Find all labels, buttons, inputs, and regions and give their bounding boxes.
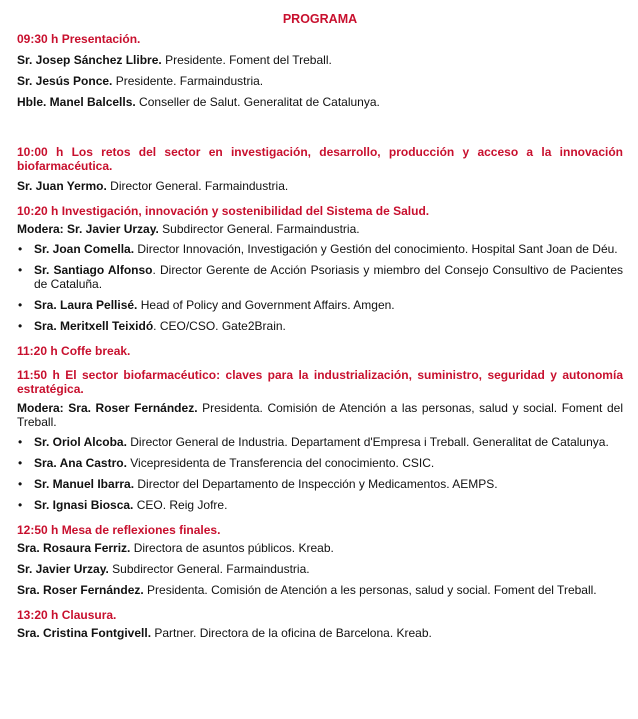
speaker-name: Sra. Rosaura Ferriz. bbox=[17, 541, 131, 555]
list-item bbox=[17, 456, 623, 470]
list-item bbox=[17, 319, 623, 333]
speaker-name: Sr. Manuel Ibarra. bbox=[34, 477, 135, 491]
speaker-name: Sr. Josep Sánchez Llibre. bbox=[17, 53, 162, 67]
moderator-role: Subdirector General. Farmaindustria. bbox=[158, 222, 360, 236]
moderator-role: Presidenta. Comisión de Atención a las personas, salud y social. Foment del Treball. bbox=[17, 401, 623, 429]
speaker-name: Sr. Joan Comella. bbox=[34, 242, 135, 256]
speaker-role: Conseller de Salut. Generalitat de Catalunya. bbox=[135, 95, 380, 109]
speaker-role: Partner. Directora de la oficina de Barcelona. Kreab. bbox=[151, 626, 432, 640]
panelist-list bbox=[17, 435, 623, 512]
speaker-name: Hble. Manel Balcells. bbox=[17, 95, 136, 109]
speaker-role: CEO. Reig Jofre. bbox=[133, 498, 228, 512]
moderator-name: Modera: Sr. Javier Urzay. bbox=[17, 222, 159, 236]
speaker-role: Director General de Industria. Departament d'Empresa i Treball. Generalitat de Catalunya. bbox=[126, 435, 609, 449]
speaker-entry bbox=[17, 583, 623, 597]
speaker-entry bbox=[17, 53, 623, 67]
speaker-entry bbox=[17, 626, 623, 640]
section-heading-coffee-break: 11:20 h Coffe break. bbox=[17, 344, 131, 358]
speaker-name: Sra. Cristina Fontgivell. bbox=[17, 626, 152, 640]
speaker-role: Subdirector General. Farmaindustria. bbox=[108, 562, 310, 576]
moderator-name: Modera: Sra. Roser Fernández. bbox=[17, 401, 198, 415]
speaker-role: Vicepresidenta de Transferencia del conocimiento. CSIC. bbox=[126, 456, 435, 470]
speaker-name: Sr. Juan Yermo. bbox=[17, 179, 107, 193]
speaker-entry bbox=[17, 541, 623, 555]
speaker-name: Sra. Roser Fernández. bbox=[17, 583, 144, 597]
speaker-role: Director General. Farmaindustria. bbox=[106, 179, 289, 193]
speaker-entry bbox=[17, 74, 623, 88]
speaker-entry bbox=[17, 179, 623, 193]
speaker-entry bbox=[17, 562, 623, 576]
section-heading-investigacion: 10:20 h Investigación, innovación y sostenibilidad del Sistema de Salud. bbox=[17, 204, 430, 218]
speaker-role: . CEO/CSO. Gate2Brain. bbox=[153, 319, 286, 333]
section-heading-clausura: 13:20 h Clausura. bbox=[17, 608, 117, 622]
list-item bbox=[17, 263, 623, 291]
section-heading-presentacion: 09:30 h Presentación. bbox=[17, 32, 141, 46]
speaker-role: Presidente. Foment del Treball. bbox=[161, 53, 332, 67]
section-heading-reflexiones: 12:50 h Mesa de reflexiones finales. bbox=[17, 523, 221, 537]
speaker-name: Sr. Ignasi Biosca. bbox=[34, 498, 134, 512]
list-item bbox=[17, 298, 623, 312]
speaker-role: Director Innovación, Investigación y Gestión del conocimiento. Hospital Sant Joan de Déu. bbox=[134, 242, 618, 256]
list-item bbox=[17, 435, 623, 449]
speaker-role: . Director Gerente de Acción Psoriasis y miembro del Consejo Consultivo de Pacientes de Cataluña. bbox=[34, 263, 623, 291]
panelist-list bbox=[17, 242, 623, 333]
speaker-name: Sra. Meritxell Teixidó bbox=[34, 319, 154, 333]
list-item bbox=[17, 477, 623, 491]
moderator-entry bbox=[17, 222, 623, 236]
speaker-role: Head of Policy and Government Affairs. Amgen. bbox=[137, 298, 395, 312]
speaker-name: Sr. Jesús Ponce. bbox=[17, 74, 113, 88]
section-heading-sector: 11:50 h El sector biofarmacéutico: claves para la industrialización, suministro, seguridad y autonomía estratégica. bbox=[17, 368, 623, 396]
list-item bbox=[17, 498, 623, 512]
speaker-entry bbox=[17, 95, 623, 109]
program-title: PROGRAMA bbox=[282, 12, 358, 26]
speaker-name: Sra. Laura Pellisé. bbox=[34, 298, 138, 312]
speaker-name: Sr. Santiago Alfonso bbox=[34, 263, 153, 277]
program-document bbox=[17, 0, 623, 640]
speaker-role: Presidenta. Comisión de Atención a les personas, salud y social. Foment del Treball. bbox=[143, 583, 597, 597]
speaker-name: Sra. Ana Castro. bbox=[34, 456, 127, 470]
moderator-entry bbox=[17, 401, 623, 429]
speaker-name: Sr. Javier Urzay. bbox=[17, 562, 109, 576]
speaker-name: Sr. Oriol Alcoba. bbox=[34, 435, 127, 449]
speaker-role: Presidente. Farmaindustria. bbox=[112, 74, 264, 88]
section-heading-retos: 10:00 h Los retos del sector en investigación, desarrollo, producción y acceso a la innovación biofarmacéutica. bbox=[17, 145, 623, 173]
speaker-role: Director del Departamento de Inspección y Medicamentos. AEMPS. bbox=[134, 477, 498, 491]
list-item bbox=[17, 242, 623, 256]
speaker-role: Directora de asuntos públicos. Kreab. bbox=[130, 541, 334, 555]
